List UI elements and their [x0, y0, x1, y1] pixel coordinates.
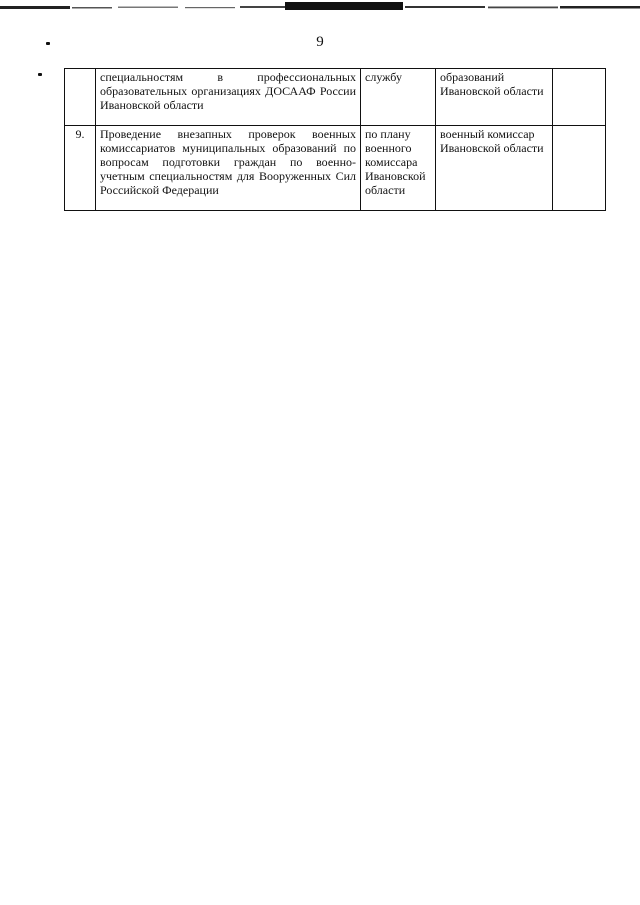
deadline-cell: по плану военного комиссара Ивановской области: [361, 126, 436, 211]
scan-edge-artifact: [0, 0, 640, 14]
deadline-cell: службу: [361, 69, 436, 126]
activity-description-cell: специальностям в профессиональных образовательных организациях ДОСААФ России Ивановской области: [96, 69, 361, 126]
row-number-cell: 9.: [65, 126, 96, 211]
scan-speck: [38, 73, 42, 76]
table-row: [65, 69, 606, 126]
scan-speck: [46, 42, 50, 45]
note-cell: [553, 69, 606, 126]
table-row: [65, 126, 606, 211]
activity-description-cell: Проведение внезапных проверок военных комиссариатов муниципальных образований по вопросам подготовки граждан по военно-учетным специальностям для Вооруженных Сил Российской Федерации: [96, 126, 361, 211]
row-number-cell: [65, 69, 96, 126]
responsible-cell: образований Ивановской области: [436, 69, 553, 126]
responsible-cell: военный комиссар Ивановской области: [436, 126, 553, 211]
note-cell: [553, 126, 606, 211]
plan-table: [64, 68, 606, 211]
page-number: 9: [316, 34, 324, 50]
